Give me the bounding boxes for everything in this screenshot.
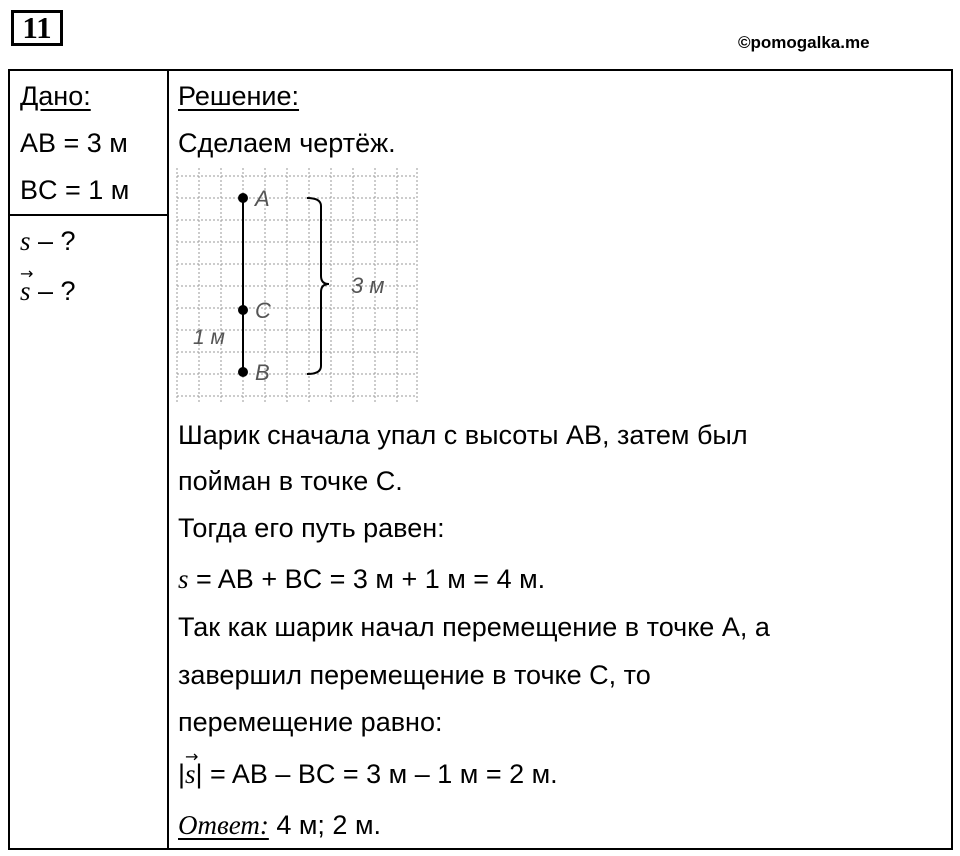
label-b: B	[255, 360, 270, 385]
find-displacement	[20, 274, 76, 308]
solution-line-6: перемещение равно:	[178, 707, 443, 737]
solution-line-2: пойман в точке C.	[178, 466, 403, 496]
displacement-vector-symbol: s →	[20, 274, 31, 308]
path-symbol: s	[20, 226, 31, 256]
given-ab: AB = 3 м	[20, 128, 128, 158]
watermark: ©pomogalka.me	[738, 33, 870, 52]
solution-line-1: Шарик сначала упал с высоты AB, затем был	[178, 420, 748, 450]
task-number: 11	[11, 10, 63, 46]
point-c	[238, 305, 248, 315]
label-c: C	[255, 298, 271, 323]
given-header: Дано:	[20, 81, 91, 111]
point-b	[238, 367, 248, 377]
find-path	[20, 224, 76, 258]
solution-line-4: Так как шарик начал перемещение в точке A, а	[178, 612, 770, 642]
abs-bar-open: |	[178, 759, 186, 789]
path-formula	[178, 562, 545, 596]
abs-bar-close: |	[195, 759, 203, 789]
path-symbol: s	[178, 564, 189, 594]
given-bc: BC = 1 м	[20, 175, 130, 205]
path-formula-rest: = AB + BC = 3 м + 1 м = 4 м.	[188, 564, 546, 594]
point-a	[238, 193, 248, 203]
answer-value: 4 м; 2 м.	[268, 810, 382, 840]
given-divider	[10, 214, 167, 216]
label-a: A	[255, 186, 270, 211]
displacement-formula	[178, 757, 558, 791]
solution-header: Решение:	[178, 81, 300, 111]
solution-intro: Сделаем чертёж.	[178, 128, 396, 158]
answer	[178, 808, 381, 842]
answer-label: Ответ:	[178, 810, 269, 840]
solution-line-5: завершил перемещение в точке C, то	[178, 660, 651, 690]
label-3m: 3 м	[351, 273, 385, 298]
solution-table	[8, 69, 953, 850]
diagram	[167, 96, 427, 406]
find-displacement-rest: – ?	[30, 276, 76, 306]
solution-line-3: Тогда его путь равен:	[178, 513, 445, 543]
find-path-rest: – ?	[30, 226, 76, 256]
displacement-vector-symbol: s →	[185, 757, 196, 791]
displacement-formula-rest: = AB – BC = 3 м – 1 м = 2 м.	[202, 759, 558, 789]
label-1m: 1 м	[193, 326, 225, 349]
